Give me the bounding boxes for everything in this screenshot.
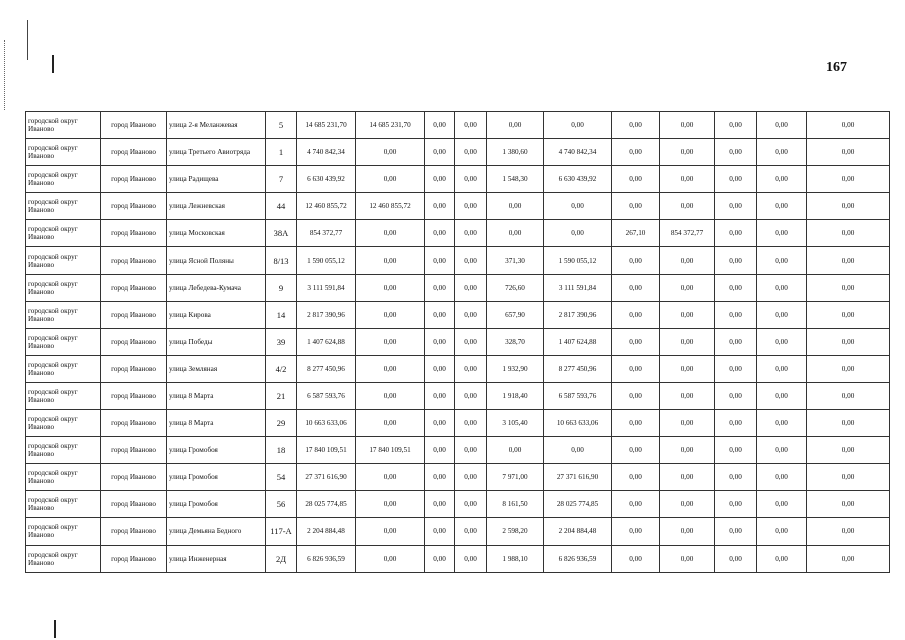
value-cell: 0,00 (715, 464, 757, 491)
value-cell: 0,00 (660, 328, 715, 355)
municipality-cell: городской округ Иваново (26, 139, 101, 166)
value-cell: 0,00 (807, 437, 890, 464)
value-cell: 0,00 (612, 139, 660, 166)
value-cell: 0,00 (757, 464, 807, 491)
value-cell: 0,00 (425, 518, 455, 545)
value-cell: 0,00 (612, 328, 660, 355)
value-cell: 0,00 (612, 545, 660, 572)
value-cell: 0,00 (425, 112, 455, 139)
value-cell: 0,00 (757, 491, 807, 518)
value-cell: 0,00 (757, 328, 807, 355)
table-row (26, 274, 890, 301)
value-cell: 0,00 (660, 437, 715, 464)
city-cell: город Иваново (101, 247, 167, 274)
value-cell: 0,00 (715, 437, 757, 464)
value-cell: 0,00 (612, 247, 660, 274)
value-cell: 0,00 (455, 355, 487, 382)
municipality-cell: городской округ Иваново (26, 247, 101, 274)
value-cell: 0,00 (487, 437, 544, 464)
value-cell: 2 817 390,96 (544, 301, 612, 328)
value-cell: 0,00 (715, 139, 757, 166)
value-cell: 0,00 (612, 491, 660, 518)
value-cell: 0,00 (807, 274, 890, 301)
municipality-cell: городской округ Иваново (26, 355, 101, 382)
house-number-cell: 8/13 (266, 247, 297, 274)
value-cell: 0,00 (612, 355, 660, 382)
value-cell: 1 932,90 (487, 355, 544, 382)
house-number-cell: 44 (266, 193, 297, 220)
house-number-cell: 29 (266, 410, 297, 437)
value-cell: 0,00 (660, 545, 715, 572)
value-cell: 0,00 (455, 328, 487, 355)
value-cell: 0,00 (425, 491, 455, 518)
city-cell: город Иваново (101, 139, 167, 166)
value-cell: 0,00 (757, 545, 807, 572)
city-cell: город Иваново (101, 518, 167, 545)
value-cell: 1 590 055,12 (544, 247, 612, 274)
value-cell: 2 204 884,48 (544, 518, 612, 545)
municipality-cell: городской округ Иваново (26, 410, 101, 437)
value-cell: 3 111 591,84 (544, 274, 612, 301)
street-cell: улица Лежневская (167, 193, 266, 220)
value-cell: 0,00 (455, 464, 487, 491)
value-cell: 0,00 (455, 139, 487, 166)
city-cell: город Иваново (101, 274, 167, 301)
value-cell: 0,00 (455, 382, 487, 409)
value-cell: 0,00 (660, 193, 715, 220)
value-cell: 0,00 (356, 166, 425, 193)
municipality-cell: городской округ Иваново (26, 301, 101, 328)
scan-mark-top (52, 55, 54, 73)
value-cell: 0,00 (356, 518, 425, 545)
street-cell: улица Инженерная (167, 545, 266, 572)
value-cell: 4 740 842,34 (544, 139, 612, 166)
value-cell: 1 590 055,12 (297, 247, 356, 274)
house-number-cell: 2Д (266, 545, 297, 572)
value-cell: 0,00 (612, 382, 660, 409)
value-cell: 0,00 (757, 247, 807, 274)
value-cell: 0,00 (807, 220, 890, 247)
value-cell: 2 817 390,96 (297, 301, 356, 328)
value-cell: 0,00 (757, 410, 807, 437)
table-row (26, 328, 890, 355)
value-cell: 0,00 (356, 220, 425, 247)
value-cell: 0,00 (425, 410, 455, 437)
value-cell: 0,00 (715, 301, 757, 328)
value-cell: 0,00 (356, 464, 425, 491)
value-cell: 0,00 (356, 355, 425, 382)
value-cell: 0,00 (455, 491, 487, 518)
value-cell: 1 380,60 (487, 139, 544, 166)
value-cell: 726,60 (487, 274, 544, 301)
house-number-cell: 18 (266, 437, 297, 464)
value-cell: 1 407 624,88 (297, 328, 356, 355)
table-row (26, 410, 890, 437)
value-cell: 8 161,50 (487, 491, 544, 518)
street-cell: улица Радищева (167, 166, 266, 193)
value-cell: 0,00 (425, 464, 455, 491)
municipality-cell: городской округ Иваново (26, 518, 101, 545)
value-cell: 8 277 450,96 (297, 355, 356, 382)
table-row (26, 112, 890, 139)
value-cell: 0,00 (425, 328, 455, 355)
city-cell: город Иваново (101, 328, 167, 355)
value-cell: 0,00 (425, 355, 455, 382)
value-cell: 0,00 (660, 247, 715, 274)
value-cell: 0,00 (612, 437, 660, 464)
city-cell: город Иваново (101, 220, 167, 247)
value-cell: 0,00 (612, 166, 660, 193)
table-row (26, 301, 890, 328)
street-cell: улица Ясной Поляны (167, 247, 266, 274)
value-cell: 657,90 (487, 301, 544, 328)
value-cell: 0,00 (455, 274, 487, 301)
value-cell: 0,00 (807, 247, 890, 274)
street-cell: улица Демьяна Бедного (167, 518, 266, 545)
value-cell: 0,00 (715, 247, 757, 274)
value-cell: 0,00 (425, 166, 455, 193)
value-cell: 0,00 (715, 355, 757, 382)
value-cell: 0,00 (660, 166, 715, 193)
street-cell: улица Кирова (167, 301, 266, 328)
value-cell: 0,00 (807, 328, 890, 355)
value-cell: 0,00 (455, 301, 487, 328)
value-cell: 0,00 (660, 139, 715, 166)
value-cell: 0,00 (612, 112, 660, 139)
value-cell: 0,00 (757, 112, 807, 139)
value-cell: 0,00 (455, 437, 487, 464)
street-cell: улица Третьего Авиотряда (167, 139, 266, 166)
value-cell: 0,00 (455, 112, 487, 139)
value-cell: 10 663 633,06 (544, 410, 612, 437)
table-row (26, 355, 890, 382)
value-cell: 0,00 (757, 382, 807, 409)
value-cell: 3 111 591,84 (297, 274, 356, 301)
value-cell: 0,00 (807, 112, 890, 139)
value-cell: 0,00 (807, 301, 890, 328)
value-cell: 0,00 (807, 139, 890, 166)
value-cell: 0,00 (356, 545, 425, 572)
street-cell: улица Московская (167, 220, 266, 247)
city-cell: город Иваново (101, 112, 167, 139)
value-cell: 267,10 (612, 220, 660, 247)
value-cell: 0,00 (425, 545, 455, 572)
value-cell: 6 826 936,59 (544, 545, 612, 572)
value-cell: 1 407 624,88 (544, 328, 612, 355)
house-number-cell: 4/2 (266, 355, 297, 382)
value-cell: 0,00 (757, 437, 807, 464)
value-cell: 17 840 109,51 (356, 437, 425, 464)
value-cell: 0,00 (455, 193, 487, 220)
table-row (26, 166, 890, 193)
house-number-cell: 21 (266, 382, 297, 409)
value-cell: 0,00 (757, 166, 807, 193)
value-cell: 0,00 (356, 301, 425, 328)
value-cell: 0,00 (425, 274, 455, 301)
value-cell: 0,00 (715, 410, 757, 437)
value-cell: 0,00 (425, 301, 455, 328)
house-number-cell: 54 (266, 464, 297, 491)
table-row (26, 437, 890, 464)
value-cell: 0,00 (544, 220, 612, 247)
value-cell: 0,00 (757, 355, 807, 382)
street-cell: улица 8 Марта (167, 382, 266, 409)
municipality-cell: городской округ Иваново (26, 437, 101, 464)
value-cell: 0,00 (425, 220, 455, 247)
scan-dots (4, 40, 6, 110)
value-cell: 0,00 (356, 382, 425, 409)
table-row (26, 220, 890, 247)
municipality-cell: городской округ Иваново (26, 112, 101, 139)
value-cell: 28 025 774,85 (544, 491, 612, 518)
value-cell: 0,00 (455, 518, 487, 545)
value-cell: 0,00 (356, 328, 425, 355)
value-cell: 0,00 (715, 274, 757, 301)
value-cell: 0,00 (757, 301, 807, 328)
house-number-cell: 9 (266, 274, 297, 301)
municipality-cell: городской округ Иваново (26, 166, 101, 193)
value-cell: 0,00 (455, 220, 487, 247)
municipality-cell: городской округ Иваново (26, 328, 101, 355)
scan-mark-left-edge (27, 20, 28, 60)
value-cell: 0,00 (660, 491, 715, 518)
value-cell: 0,00 (455, 166, 487, 193)
value-cell: 0,00 (715, 112, 757, 139)
city-cell: город Иваново (101, 437, 167, 464)
value-cell: 0,00 (660, 274, 715, 301)
street-cell: улица Лебедева-Кумача (167, 274, 266, 301)
value-cell: 328,70 (487, 328, 544, 355)
table-body (26, 112, 890, 573)
municipality-cell: городской округ Иваново (26, 220, 101, 247)
value-cell: 0,00 (356, 274, 425, 301)
value-cell: 0,00 (715, 166, 757, 193)
street-cell: улица Победы (167, 328, 266, 355)
city-cell: город Иваново (101, 382, 167, 409)
value-cell: 0,00 (356, 139, 425, 166)
value-cell: 0,00 (660, 301, 715, 328)
value-cell: 0,00 (715, 193, 757, 220)
value-cell: 0,00 (612, 518, 660, 545)
value-cell: 0,00 (660, 112, 715, 139)
street-cell: улица 2-я Меланжевая (167, 112, 266, 139)
value-cell: 0,00 (425, 382, 455, 409)
value-cell: 0,00 (660, 355, 715, 382)
value-cell: 0,00 (660, 382, 715, 409)
municipality-cell: городской округ Иваново (26, 382, 101, 409)
value-cell: 0,00 (757, 518, 807, 545)
value-cell: 0,00 (612, 274, 660, 301)
table-row (26, 518, 890, 545)
value-cell: 0,00 (807, 491, 890, 518)
value-cell: 0,00 (612, 464, 660, 491)
value-cell: 6 587 593,76 (297, 382, 356, 409)
value-cell: 27 371 616,90 (544, 464, 612, 491)
value-cell: 0,00 (757, 220, 807, 247)
value-cell: 27 371 616,90 (297, 464, 356, 491)
value-cell: 6 587 593,76 (544, 382, 612, 409)
street-cell: улица Земляная (167, 355, 266, 382)
value-cell: 854 372,77 (660, 220, 715, 247)
value-cell: 0,00 (715, 382, 757, 409)
value-cell: 3 105,40 (487, 410, 544, 437)
value-cell: 0,00 (807, 464, 890, 491)
value-cell: 6 630 439,92 (297, 166, 356, 193)
table-row (26, 247, 890, 274)
table-row (26, 193, 890, 220)
value-cell: 0,00 (715, 491, 757, 518)
value-cell: 14 685 231,70 (356, 112, 425, 139)
city-cell: город Иваново (101, 491, 167, 518)
value-cell: 0,00 (715, 328, 757, 355)
value-cell: 14 685 231,70 (297, 112, 356, 139)
value-cell: 0,00 (425, 193, 455, 220)
value-cell: 0,00 (807, 166, 890, 193)
value-cell: 0,00 (612, 301, 660, 328)
house-number-cell: 56 (266, 491, 297, 518)
value-cell: 0,00 (455, 545, 487, 572)
value-cell: 0,00 (757, 139, 807, 166)
value-cell: 1 988,10 (487, 545, 544, 572)
value-cell: 0,00 (715, 220, 757, 247)
value-cell: 371,30 (487, 247, 544, 274)
table-row (26, 464, 890, 491)
value-cell: 0,00 (757, 193, 807, 220)
house-number-cell: 1 (266, 139, 297, 166)
city-cell: город Иваново (101, 545, 167, 572)
value-cell: 854 372,77 (297, 220, 356, 247)
city-cell: город Иваново (101, 355, 167, 382)
value-cell: 0,00 (660, 410, 715, 437)
house-number-cell: 39 (266, 328, 297, 355)
value-cell: 0,00 (356, 491, 425, 518)
value-cell: 0,00 (807, 410, 890, 437)
value-cell: 0,00 (807, 545, 890, 572)
value-cell: 0,00 (455, 247, 487, 274)
value-cell: 7 971,00 (487, 464, 544, 491)
value-cell: 6 630 439,92 (544, 166, 612, 193)
city-cell: город Иваново (101, 166, 167, 193)
value-cell: 0,00 (356, 247, 425, 274)
value-cell: 6 826 936,59 (297, 545, 356, 572)
value-cell: 10 663 633,06 (297, 410, 356, 437)
value-cell: 8 277 450,96 (544, 355, 612, 382)
value-cell: 0,00 (356, 410, 425, 437)
value-cell: 4 740 842,34 (297, 139, 356, 166)
street-cell: улица Громобоя (167, 491, 266, 518)
value-cell: 0,00 (715, 545, 757, 572)
house-number-cell: 117-А (266, 518, 297, 545)
page-number: 167 (826, 60, 847, 75)
house-number-cell: 38А (266, 220, 297, 247)
value-cell: 0,00 (544, 193, 612, 220)
value-cell: 12 460 855,72 (297, 193, 356, 220)
house-number-cell: 5 (266, 112, 297, 139)
value-cell: 12 460 855,72 (356, 193, 425, 220)
value-cell: 0,00 (715, 518, 757, 545)
city-cell: город Иваново (101, 301, 167, 328)
value-cell: 0,00 (487, 193, 544, 220)
street-cell: улица Громобоя (167, 437, 266, 464)
value-cell: 0,00 (757, 274, 807, 301)
value-cell: 0,00 (455, 410, 487, 437)
value-cell: 2 204 884,48 (297, 518, 356, 545)
value-cell: 0,00 (612, 193, 660, 220)
value-cell: 0,00 (544, 437, 612, 464)
house-number-cell: 14 (266, 301, 297, 328)
municipality-cell: городской округ Иваново (26, 464, 101, 491)
city-cell: город Иваново (101, 410, 167, 437)
scan-mark-bottom (54, 620, 56, 638)
table-row (26, 491, 890, 518)
table-row (26, 382, 890, 409)
value-cell: 1 918,40 (487, 382, 544, 409)
value-cell: 0,00 (807, 382, 890, 409)
table-row (26, 139, 890, 166)
municipality-cell: городской округ Иваново (26, 545, 101, 572)
value-cell: 0,00 (487, 112, 544, 139)
street-cell: улица Громобоя (167, 464, 266, 491)
municipality-cell: городской округ Иваново (26, 491, 101, 518)
value-cell: 0,00 (807, 193, 890, 220)
street-cell: улица 8 Марта (167, 410, 266, 437)
municipality-cell: городской округ Иваново (26, 193, 101, 220)
value-cell: 0,00 (807, 518, 890, 545)
value-cell: 0,00 (807, 355, 890, 382)
value-cell: 1 548,30 (487, 166, 544, 193)
value-cell: 0,00 (660, 464, 715, 491)
city-cell: город Иваново (101, 464, 167, 491)
value-cell: 28 025 774,85 (297, 491, 356, 518)
value-cell: 0,00 (425, 437, 455, 464)
value-cell: 0,00 (425, 247, 455, 274)
city-cell: город Иваново (101, 193, 167, 220)
value-cell: 2 598,20 (487, 518, 544, 545)
value-cell: 0,00 (487, 220, 544, 247)
value-cell: 0,00 (612, 410, 660, 437)
value-cell: 0,00 (660, 518, 715, 545)
value-cell: 17 840 109,51 (297, 437, 356, 464)
table-row (26, 545, 890, 572)
house-number-cell: 7 (266, 166, 297, 193)
data-table (25, 111, 890, 573)
value-cell: 0,00 (544, 112, 612, 139)
value-cell: 0,00 (425, 139, 455, 166)
municipality-cell: городской округ Иваново (26, 274, 101, 301)
